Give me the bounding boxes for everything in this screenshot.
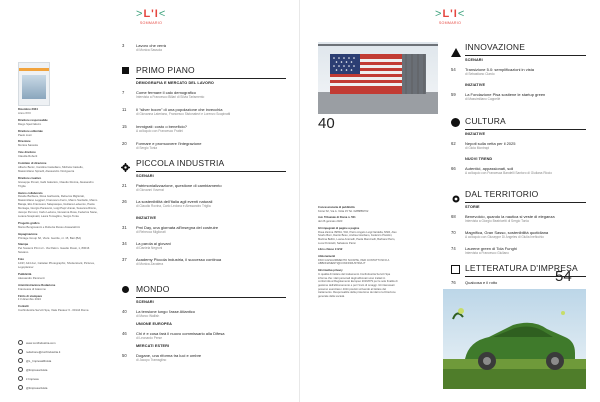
colophon-block: Abbonamenti FINO A ESAURIMENTO SCORTE, PER CONTATTI INFO A ABBONAMENTI@CONFINDUSTRIA.IT (318, 255, 390, 266)
toc-page-number: 66 (451, 166, 456, 171)
toc-entry-title: Patrimonializzazione, questione di cambiamento (136, 183, 222, 188)
toc-entry-title: La tensione lungo l'asse Atlantico (136, 309, 196, 314)
section-heading-letteratura: LETTERATURA D'IMPRESA (465, 263, 578, 273)
toc-entry-title: Formare e promuovere l'integrazione (136, 141, 202, 146)
toc-page-number: 21 (122, 183, 127, 188)
toc-entry-author: di Daniela Negroni (136, 246, 163, 250)
toc-entry-title: La parola ai giovani (136, 241, 171, 246)
section-heading-piccola-industria: PICCOLA INDUSTRIA (136, 158, 225, 168)
colophon-block: Aut. Tribunale di Roma n. 501 del 26 gennaio 2023 (318, 216, 356, 224)
toc-page-number: 26 (122, 199, 127, 204)
mail-icon (18, 349, 23, 354)
photo-green-car[interactable] (443, 289, 586, 389)
magazine-logo: >L'I< SOMMARIO (435, 8, 466, 25)
toc-entry-author: Intervista a Francesco Billari di Silvia Tarismento (136, 95, 205, 99)
toc-entry-author: A colloquio con Francesco Fratini (136, 129, 183, 133)
section-divider (136, 78, 286, 79)
section-divider (465, 202, 586, 203)
social-link[interactable]: @L_ImpresaRivista (18, 356, 98, 365)
toc-page-number: 31 (122, 225, 127, 230)
circle-icon (122, 286, 129, 293)
section-divider (465, 55, 586, 56)
square-outline-icon (451, 265, 460, 274)
masthead-block: Contatti Confindustria Servizi Spa, Viale Pasteur 6 - 00144 Roma (18, 304, 89, 313)
toc-page-number: 46 (122, 331, 127, 336)
toc-page-number: 59 (451, 92, 456, 97)
masthead-block: Hanno collaborato Davide Barbiera, Rosa Garbarola, Rebecca Migliorati, Massimiliano Leggieri, Francesco Ferro, Marco Sordiello, Marco Baraja, Elio Francesco Salepasqua, Giuliana Ledeonio, Paola Montaga, Giorgio Paraversi, Luigi Papi Uranai, Susanna Riccio, Jacopo Pernoni, Carlo Ledona, Giovanna Rosa, Federica Siano, Luiana Scapinatti, Laura Tomaglino, Sergio Tonia (18, 190, 98, 218)
social-link[interactable]: @limpresarivista (18, 365, 98, 374)
subsection-heading: INIZIATIVE (465, 132, 486, 136)
circle-icon (451, 118, 460, 127)
toc-entry-author: di Jacopo Tramaglino (136, 358, 167, 362)
masthead-block: Amministrazione Redazione Francesca di Giacomo (18, 282, 56, 291)
globe-icon (18, 340, 23, 345)
toc-entry-title: Pmi Day, una giornata all'insegna del costruire (136, 225, 219, 230)
colophon-block: Gli impegnati di pagine a pagine Rosa Zanina ISPRA, 502, Pietro Angelo Luigi Nardella, MSR, Alex Scarlo Boni, Danilo Boso, Andrea Giordano, Federico Pistolini, Martina Bellini, Luana Antonelli, Paola Mancinelli, Barbara Pierio, Luca Ponticelli, Salvatore Parisi (318, 226, 397, 245)
masthead-block: Pubblicità Alessandro Panicucci (18, 271, 45, 280)
toc-entry-author: A colloquio con Francesca Bandelli Santoro di Giuliana Riccio (465, 171, 552, 175)
toc-page-number: 15 (122, 124, 127, 129)
toc-entry-author: Intervista a Giorgio Beatricetti di Sergio Tonia (465, 219, 529, 223)
toc-entry-author: di Sergio Tonia (136, 146, 158, 150)
colophon-info (318, 206, 398, 302)
toc-entry-author: di Rebecca Migliorati (136, 230, 166, 234)
toc-page-number: 7 (122, 90, 125, 95)
toc-page-number: 76 (451, 280, 456, 285)
toc-page-number: 34 (122, 241, 127, 246)
toc-page-number: 50 (122, 353, 127, 358)
toc-page-number: 11 (122, 107, 127, 112)
social-links (18, 338, 98, 392)
toc-entry-title: Chi è e cosa farà il nuovo commissario alla Difesa (136, 331, 225, 336)
subsection-heading: STORIE (465, 205, 480, 209)
toc-page-number: 74 (451, 246, 456, 251)
masthead-block: Direttore responsabile Diego Spezzaferro (18, 117, 48, 126)
social-link[interactable]: www.confindustria.com (18, 338, 98, 347)
gear-icon (121, 159, 130, 177)
toc-entry-author: A colloquio con Giuseppe Di Angeles di Giulia Ineficchio (465, 235, 544, 239)
toc-page-number: 68 (451, 214, 456, 219)
toc-entry-title: Dogane, una riforma tra luci e ombre (136, 353, 202, 358)
masthead-block: Stampa Pet Sostemi Print srl - Via Palom. Gaudio Rossi, 1, 80016 Naviano (18, 242, 90, 255)
subsection-heading: INIZIATIVE (465, 83, 486, 87)
masthead-block: Progetto grafico Marco Bongiovanni e Roberta Russo Arasacabrini (18, 220, 80, 229)
toc-entry-author: di Giovanni Vuvenzi (136, 188, 165, 192)
section-divider (465, 276, 586, 277)
masthead-block: Finito di stampare il 3 dicembre 2024 (18, 293, 43, 302)
left-page: >L'I< SOMMARIO Dicembre 2024 Anno XXII Direttore responsabile Diego Spezzaferro Direttore editoriale Paolo Liuni Direzione Monica Sassola Vice direttore Claudia Roberti Comitato di direzione Alberto Benic, Carolina Castellano, Michela Castello, Massimiliano Spinelli, Alessandro Vinciguerra Direttore creativo Giuseppe Poneti, Gabi Galanics, Claudio Rovina, Alessandro Triglia Hanno collaborato Davide Barbiera, Rosa Garbarola, Rebecca Migliorati, Massimiliano Leggieri, Francesco Ferro, Marco Sordiello, Marco Baraja, Elio Francesco Salepasqua, Giuliana Ledeonio, Paola Montaga, Giorgio Paraversi, Luigi Papi Uranai, Susanna Riccio, Jacopo Pernoni, Carlo Ledona, Giovanna Rosa, Federica Siano, Luiana Scapinatti, Laura Tomaglino, Sergio Tonia Progetto grafico Marco Bongiovanni e Roberta Russo Arasacabrini Impaginazione Printage Group Srl, Via E. Gentile, nr. 15, Bari (BA) Stampa Pet Sostemi Print srl - Via Palom. Gaudio Rossi, 1, 80016 Naviano Foto 123rf, A24 doc, Cattelan Photographic, Shutterstock, Pictures, Logoplanner Pubblicità Alessandro Panicucci Amministrazione Redazione Francesca di Giacomo Finito di stampare il 3 dicembre 2024 Contatti Confindustria Servizi Spa, Viale Pasteur 6 - 00144 Roma www.confindustria.com redazione@confindustria.it @L_ImpresaRivista @limpresarivista L'Impresa @limpresarivista 3 Lavoro che verrà di Monica Sassola PRIMO PIANO DEMOGRAFIA E MERCATO DEL LAVORO PICCOLA INDUSTRIA SCENARI INIZIATIVE MONDO SCENARI UNIONE EUROPEA MERCATI ESTERI 7 Come fermare il calo demografico Intervista a Francesco Billari di Silvia Tarismento 11 Il "silver boom" di una popolazione che invecchia di Giovanna Lateriano, Francesco Sistonatevi e Lorenzo Scapinatti 15 Immigrati: costo o beneficio? A colloquio con Francesco Fratini 20 Formare e promuovere l'integrazione di Sergio Tonia 21 Patrimonializzazione, questione di cambiamento di Giovanni Vuvenzi 26 La sostenibilità dell'Italia agli eventi naturali di Claudio Rovina, Carlo Ledona e Alessandro Triglia 31 Pmi Day, una giornata all'insegna del costruire di Rebecca Migliorati 34 La parola ai giovani di Daniela Negroni 37 Academy Piccola Industria, il successo continua di Monica Zavatera 40 La tensione lungo l'asse Atlantico di Marco Wallish 46 Chi è e cosa farà il nuovo commissario alla Difesa di Leonardo Perse 50 Dogane, una riforma tra luci e ombre di Jacopo Tramaglino (0, 0, 300, 402)
page-number-54: 54 (555, 268, 572, 285)
colophon-block: Libro chiuso il 3/12 (318, 248, 343, 252)
masthead-block: Direttore editoriale Paolo Liuni (18, 128, 43, 137)
linkedin-icon (18, 376, 23, 381)
toc-entry-title: Laurene green di Tola Funghi (465, 246, 517, 251)
toc-entry-title: Come fermare il calo demografico (136, 90, 197, 95)
toc-page-number: 70 (451, 230, 456, 235)
right-page (300, 0, 600, 402)
social-link[interactable]: @limpresarivista (18, 383, 98, 392)
toc-entry-title: Il "silver boom" di una popolazione che invecchia (136, 107, 223, 112)
colophon-block: Informativa privacy In qualità di titolare del trattamento Confindustria Servizi Spa informa che i dati personali degli abbonati sono trattati in conformità al Regolamento Europeo 2016/679 per le sole finalità di gestione dell'abbonamento e per l'invio di omaggi. Gli interessati possono esercitare i diritti previsti scrivendo al titolare del trattamento. Responsabile della protezione dei dati è la Direzione generale della società. (318, 269, 398, 299)
toc-page-number: 40 (122, 309, 127, 314)
masthead-block: Direttore creativo Giuseppe Poneti, Gabi Galanics, Claudio Rovina, Alessandro Triglia (18, 175, 94, 188)
toc-entry-title: Benevolcio, quando la nautica si veste di eleganza (465, 214, 555, 219)
subsection-heading: NUOVI TREND (465, 157, 493, 161)
toc-entry-author: di Monica Zavatera (136, 262, 164, 266)
masthead-block: Vice direttore Claudia Roberti (18, 150, 38, 159)
toc-page-number: 37 (122, 257, 127, 262)
section-heading-innovazione: INNOVAZIONE (465, 42, 526, 52)
toc-entry-author: di Giovanna Lateriano, Francesco Sistonatevi e Lorenzo Scapinatti (136, 112, 231, 116)
section-heading-primo-piano: PRIMO PIANO (136, 65, 195, 75)
toc-entry-title: Nepoti sulla vetta per il 2025 (465, 141, 516, 146)
magazine-logo: >L'I< SOMMARIO (136, 8, 167, 25)
toc-entry-title: La Fondazione Pisa sostiene le startup green (465, 92, 546, 97)
sun-icon (451, 191, 461, 209)
section-divider (136, 171, 286, 172)
masthead-block: Comitato di direzione Alberto Benic, Carolina Castellano, Michela Castello, Massimiliano Spinelli, Alessandro Vinciguerra (18, 161, 84, 173)
toc-page-number: 62 (451, 141, 456, 146)
masthead (18, 108, 98, 316)
social-link[interactable]: redazione@confindustria.it (18, 347, 98, 356)
section-divider (465, 129, 586, 130)
facebook-icon (18, 385, 23, 390)
subsection-heading: SCENARI (136, 300, 154, 304)
instagram-icon (18, 367, 23, 372)
toc-entry-title: Autentici, appassionati, soli (465, 166, 514, 171)
social-link[interactable]: L'Impresa (18, 374, 98, 383)
toc-entry-author: di Marco Wallish (136, 314, 160, 318)
toc-entry-author: di Leonardo Perse (136, 336, 163, 340)
section-heading-cultura: CULTURA (465, 116, 506, 126)
colophon-block: Concessionaria di pubblicità Koinè Srl, Via A. Volta 15 Tel. 0288889702 (318, 206, 369, 213)
toc-entry-author: di Sebastiano Ciardo (465, 72, 495, 76)
toc-entry-title: La sostenibilità dell'Italia agli eventi naturali (136, 199, 213, 204)
masthead-block: Direzione Monica Sassola (18, 139, 38, 148)
subsection-heading: MERCATI ESTERI (136, 344, 170, 348)
toc-entry-author: di Massimiliano Cappellé (465, 97, 501, 101)
toc-entry-author: Intervista a Francesco Giullano (465, 251, 509, 255)
toc-entry-author: di Gioia Montrapi (465, 146, 490, 150)
toc-entry-title: Transizione 5.0: semplificazioni in vista (465, 67, 534, 72)
subsection-heading: SCENARI (136, 174, 154, 178)
masthead-block: Impaginazione Printage Group Srl, Via E. Gentile, nr. 15, Bari (BA) (18, 231, 82, 240)
toc-page-number: 20 (122, 141, 127, 146)
section-heading-dal-territorio: DAL TERRITORIO (465, 189, 539, 199)
toc-entry-title: Magnifica, Gran Sasso, sostenibilità quotidiana (465, 230, 549, 235)
toc-page-number: 54 (451, 67, 456, 72)
section-heading-mondo: MONDO (136, 284, 170, 294)
square-icon (122, 67, 129, 74)
toc-entry-author: di Claudio Rovina, Carlo Ledona e Alessandro Triglia (136, 204, 211, 208)
subsection-heading: INIZIATIVE (136, 216, 157, 220)
section-divider (136, 297, 286, 298)
masthead-block: Dicembre 2024 Anno XXII (18, 107, 38, 115)
toc-entry-title: Academy Piccola Industria, il successo continua (136, 257, 222, 262)
subsection-heading: UNIONE EUROPEA (136, 322, 172, 326)
triangle-icon (451, 44, 461, 62)
toc-entry-title: Qualcosa e il rotto (465, 280, 498, 285)
toc-entry-title: Immigrati: costo o beneficio? (136, 124, 187, 129)
magazine-cover-thumbnail[interactable] (18, 62, 50, 106)
subsection-heading: SCENARI (465, 58, 483, 62)
page-number-40: 40 (318, 115, 335, 132)
photo-flag-container[interactable] (318, 42, 438, 114)
subsection-heading: DEMOGRAFIA E MERCATO DEL LAVORO (136, 81, 214, 85)
x-icon (18, 358, 23, 363)
masthead-block: Foto 123rf, A24 doc, Cattelan Photographic, Shutterstock, Pictures, Logoplanner (18, 257, 95, 269)
